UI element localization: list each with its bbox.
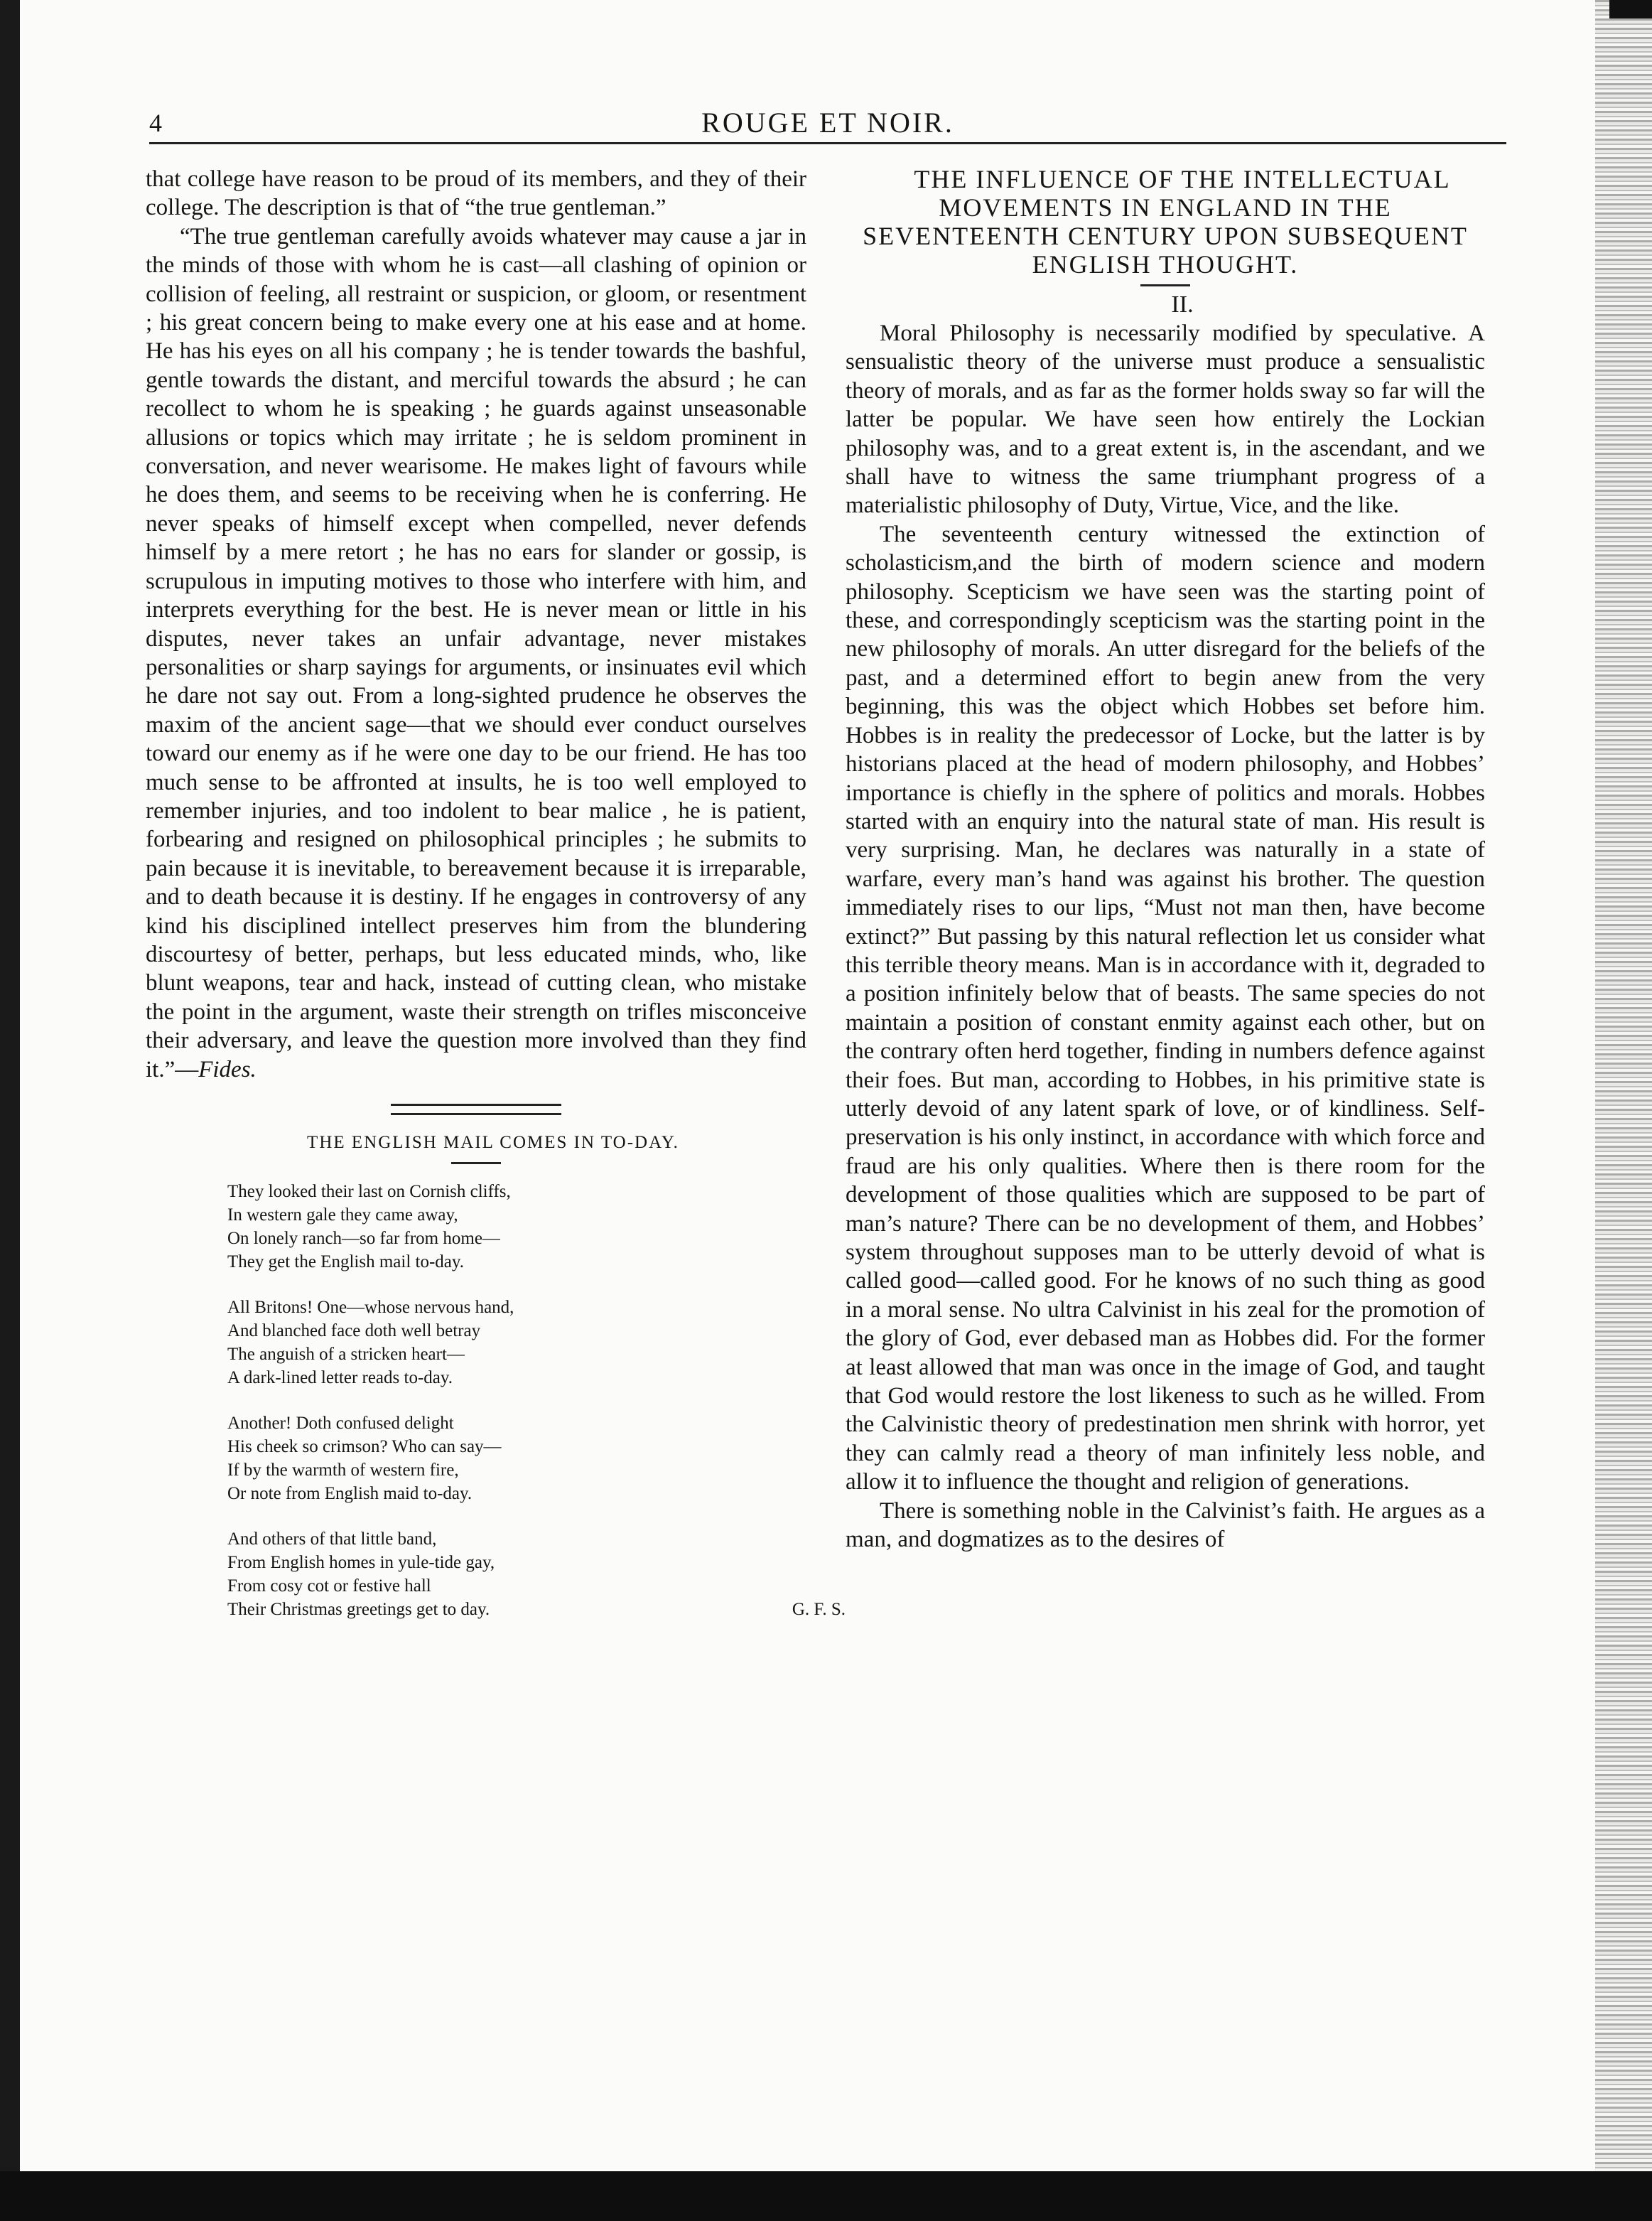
poem-line: In western gale they came away,	[227, 1205, 458, 1225]
poem-line: From cosy cot or festive hall	[227, 1576, 431, 1596]
poem-line: All Britons! One—whose nervous hand,	[227, 1298, 514, 1317]
poem-line: They get the English mail to-day.	[227, 1252, 465, 1271]
poem-line	[227, 1598, 846, 1621]
title-rule	[451, 1162, 501, 1164]
section-divider	[391, 1104, 561, 1115]
scan-bottom-edge	[0, 2171, 1652, 2221]
paragraph: that college have reason to be proud of its members, and they of their college. The description is that of “the true gentleman.”	[146, 166, 806, 221]
poem-line: If by the warmth of western fire,	[227, 1461, 459, 1480]
poem-line: And others of that little band,	[227, 1529, 437, 1549]
stanza	[227, 1296, 806, 1389]
running-title: ROUGE ET NOIR.	[701, 107, 954, 139]
poem-line: Another! Doth confused delight	[227, 1414, 454, 1433]
scan-top-corner	[1609, 0, 1652, 18]
left-column	[146, 165, 846, 2126]
scan-right-edge	[1595, 0, 1652, 2221]
poem-line: The anguish of a stricken heart—	[227, 1345, 465, 1364]
poem-line: They looked their last on Cornish cliffs,	[227, 1182, 511, 1201]
poem-line: A dark-lined letter reads to-day.	[227, 1368, 453, 1387]
stanza	[227, 1411, 806, 1505]
title-rule	[1140, 284, 1190, 286]
page-number: 4	[149, 109, 162, 137]
page-header	[149, 107, 1506, 144]
paragraph: The seventeenth century witnessed the extinction of scholasticism,and the birth of modern science and modern philosophy. Scepticism we have seen was the starting point of these, and correspondingly scepticism was the starting point in the new philosophy of morals. An utter disregard for the beliefs of the past, and a determined effort to begin anew from the very beginning, this was the object which Hobbes set before him. Hobbes is in reality the predecessor of Locke, but the latter is by historians placed at the head of modern philosophy, and Hobbes’ importance is chiefly in the sphere of politics and morals. Hobbes started with an enquiry into the natural state of man. His result is very surprising. Man, he declares was naturally in a state of warfare, every man’s hand was against his brother. The question immediately rises to our lips, “Must not man then, have become extinct?” But passing by this natural reflection let us consider what this terrible theory means. Man is in accordance with it, degraded to a position infinitely below that of beasts. The same species do not maintain a position of constant enmity against each other, but on the contrary often herd together, finding in numbers defence against their foes. But man, according to Hobbes, in his primitive state is utterly devoid of any latent spark of love, or of kindliness. Self-preservation is his only instinct, in accordance with which force and fraud are his only qualities. Where then is there room for the development of those qualities which are supposed to be part of man’s nature? There can be no development of them, and Hobbes’ system throughout supposes man to be utterly devoid of what is called good—called good. For he knows of no such thing as good in a moral sense. No ultra Calvinist in his zeal for the promotion of the glory of God, ever debased man as Hobbes did. For the former at least allowed that man was once in the image of God, and taught that God would restore the lost likeness to such as he willed. From the Calvinistic theory of predestination men shrink with horror, yet they can calmly read a theory of man infinitely less noble, and allow it to influence the thought and religion of generations.	[846, 521, 1485, 1495]
poem	[227, 1180, 846, 1621]
paragraph: Moral Philosophy is necessarily modified by speculative. A sensualistic theory of the universe must produce a sensualistic theory of morals, and as far as the former holds sway so far will the latter be popular. We have seen how entirely the Lockian philosophy was, and to a great extent is, in the ascendant, and we shall have to witness the same triumphant progress of a materialistic philosophy of Duty, Virtue, Vice, and the like.	[846, 321, 1485, 519]
article-title: THE INFLUENCE OF THE INTELLECTUAL MOVEMENTS IN ENGLAND IN THE SEVENTEENTH CENTURY UPON SUBSEQUENT ENGLISH THOUGHT.	[863, 165, 1468, 279]
scan-left-edge	[0, 0, 20, 2221]
poem-line: On lonely ranch—so far from home—	[227, 1229, 500, 1248]
stanza	[227, 1527, 846, 1621]
paragraph: There is something noble in the Calvinist’s faith. He argues as a man, and dogmatizes as to the desires of	[846, 1497, 1485, 1553]
signoff: Fides.	[198, 1056, 257, 1082]
poem-line: Or note from English maid to-day.	[227, 1484, 473, 1503]
poem-line: From English homes in yule-tide gay,	[227, 1553, 495, 1572]
stanza	[227, 1180, 806, 1274]
poem-line: And blanched face doth well betray	[227, 1321, 481, 1340]
paragraph	[146, 222, 806, 1084]
right-column	[846, 165, 1485, 2126]
poem-line-text: Their Christmas greetings get to day.	[227, 1600, 490, 1619]
poem-line: His cheek so crimson? Who can say—	[227, 1437, 502, 1456]
poem-signature: G. F. S.	[792, 1600, 846, 1619]
section-numeral: II.	[1171, 291, 1194, 318]
poem-title: THE ENGLISH MAIL COMES IN TO-DAY.	[307, 1133, 679, 1152]
paragraph-text: “The true gentleman carefully avoids whatever may cause a jar in the minds of those with whom he is cast—all clashing of opinion or collision of feeling, all restraint or suspicion, or gloom, or resentment ; his great concern being to make every one at his ease and at home. He has his eyes on all his company ; he is tender towards the bashful, gentle towards the distant, and merciful towards the absurd ; he can recollect to whom he is speaking ; he guards against unseasonable allusions or topics which may irritate ; he is seldom prominent in conversation, and never wearisome. He makes light of favours while he does them, and seems to be receiving when he is conferring. He never speaks of himself except when compelled, never defends himself by a mere retort ; he has no ears for slander or gossip, is scrupulous in imputing motives to those who interfere with him, and interprets everything for the best. He is never mean or little in his disputes, never takes an unfair advantage, never mistakes personalities or sharp sayings for arguments, or insinuates evil which he dare not say out. From a long-sighted prudence he observes the maxim of the ancient sage—that we should ever conduct ourselves toward our enemy as if he were one day to be our friend. He has too much sense to be affronted at insults, he is too well employed to remember injuries, and too indolent to bear malice , he is patient, forbearing and resigned on philosophical principles ; he submits to pain because it is inevitable, to bereavement because it is irreparable, and to death because it is destiny. If he engages in controversy of any kind his disciplined intellect preserves him from the blundering discourtesy of better, perhaps, but less educated minds, who, like blunt weapons, tear and hack, instead of cutting clean, who mistake the point in the argument, waste their strength on trifles misconceive their adversary, and leave the question more involved than they find it.”—	[146, 223, 806, 1082]
